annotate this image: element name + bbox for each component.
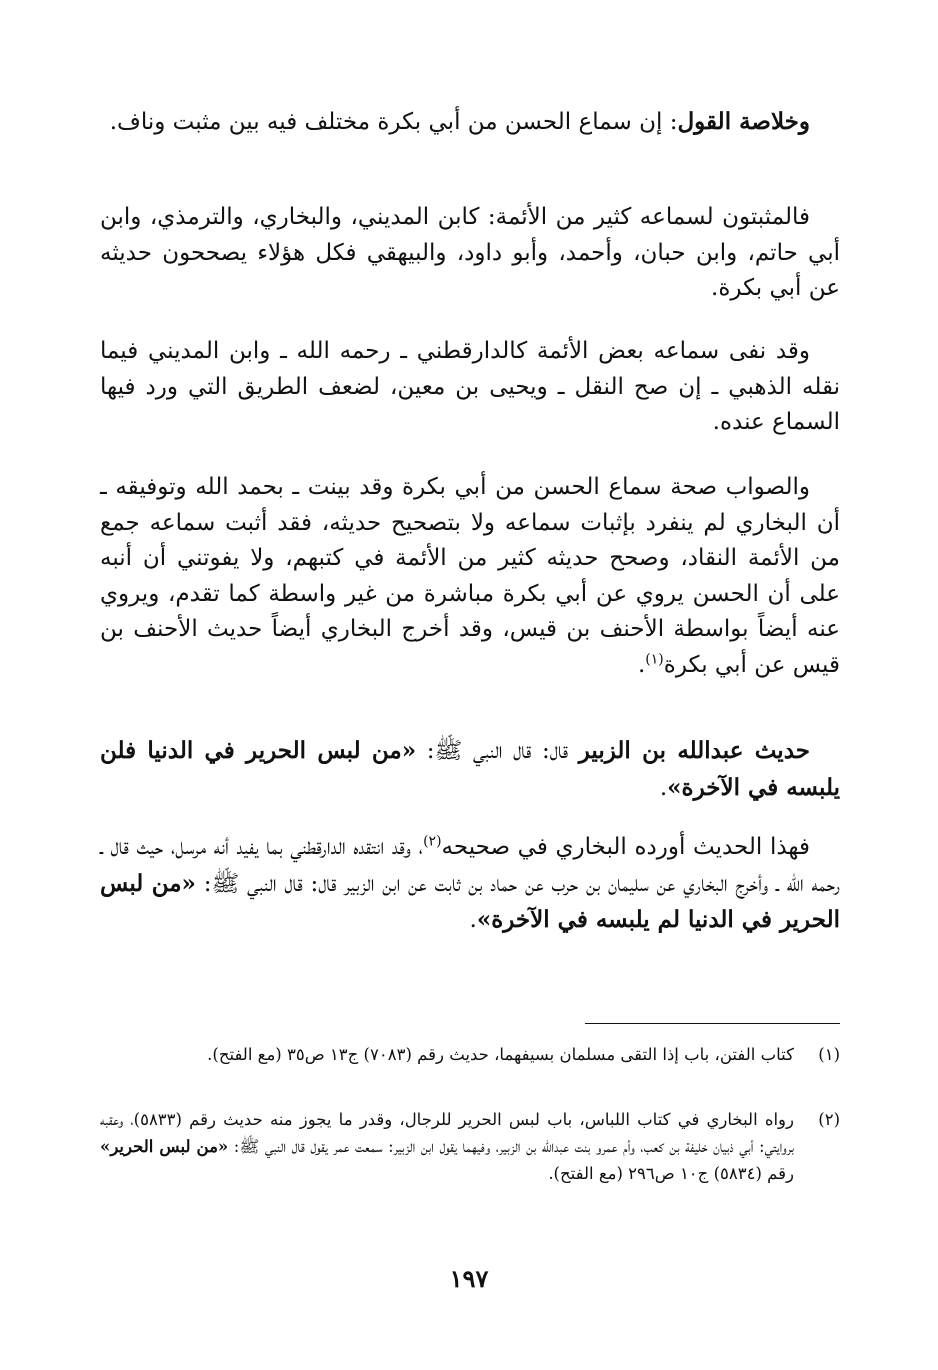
page-number: ١٩٧ — [449, 1264, 489, 1293]
deniers-paragraph: وقد نفى سماعه بعض الأئمة كالدارقطني ـ رحمه الله ـ وابن المديني فيما نقله الذهبي ـ إن صح النقل ـ ويحيى بن معين، لضعف الطريق التي ورد فيها السماع عنده. — [100, 338, 840, 435]
footnote-ref-2[interactable]: (٢) — [423, 833, 442, 850]
hadith-heading-mid: قال: قال النبي ﷺ: — [416, 738, 579, 764]
correct-view-text: والصواب صحة سماع الحسن من أبي بكرة وقد بينت ـ بحمد الله وتوفيقه ـ أن البخاري لم ينفرد بإثبات سماعه ولا بتصحيح حديثه، فقد أثبت سماعه جمع من الأئمة النقاد، وصحح حديثه كثير من الأئمة في كتبهم، ولا يفوتني أن أنبه على أن الحسن يروي عن أبي بكرة مباشرة من غير واسطة كما تقدم، ويروي عنه أيضاً بواسطة الأحنف بن قيس، وقد أخرج البخاري أيضاً حديث الأحنف بن قيس عن أبي بكرة — [100, 474, 840, 678]
correct-view-paragraph: والصواب صحة سماع الحسن من أبي بكرة وقد بينت ـ بحمد الله وتوفيقه ـ أن البخاري لم ينفرد بإثبات سماعه ولا بتصحيح حديثه، فقد أثبت سماعه جمع من الأئمة النقاد، وصحح حديثه كثير من الأئمة في كتبهم، ولا يفوتني أن أنبه على أن الحسن يروي عن أبي بكرة مباشرة من غير واسطة كما تقدم، ويروي عنه أيضاً بواسطة الأحنف بن قيس، وقد أخرج البخاري أيضاً حديث الأحنف بن قيس عن أبي بكرة$^{(١)}$. — [100, 474, 840, 678]
critique-paragraph: فهذا الحديث أورده البخاري في صحيحه$^{(٢)}$، وقد انتقده الدارقطني بما يفيد أنه مرسل، حيث قال ـ رحمه الله ـ وأخرج البخاري عن سليمان بن حرب عن حماد بن ثابت عن ابن الزبير قال: قال النبي ﷺ: «من لبس الحرير في الدنيا لم يلبسه في الآخرة». — [100, 833, 841, 933]
hadith-heading-paragraph: حديث عبدالله بن الزبير قال: قال النبي ﷺ: «من لبس الحرير في الدنيا فلن يلبسه في الآخرة». — [100, 737, 840, 801]
footnote-2-text: رواه البخاري في كتاب اللباس، باب لبس الحرير للرجال، وقدر ما يجوز منه حديث رقم (٥٨٣٣)، وعقبه بروايتي: أبي ذبيان خليفة بن كعب، وأم عمرو بنت عبدالله بن الزبير، وفيهما يقول ابن الزبير: سمعت عمر يقول قال النبي ﷺ: «من لبس الحرير» رقم (٥٨٣٤) ج١٠ ص٢٩٦ (مع الفتح). — [100, 1110, 794, 1183]
footnote-1 — [100, 1041, 840, 1068]
footnote-ref-1[interactable]: (١) — [645, 650, 664, 667]
critique-text-end: ، وقد انتقده الدارقطني بما يفيد أنه مرسل، حيث قال ـ رحمه الله ـ وأخرج البخاري عن سليمان بن حرب عن حماد بن ثابت عن ابن الزبير قال: قال النبي ﷺ: — [100, 834, 841, 897]
footnote-2-quote: «من لبس الحرير» — [100, 1137, 229, 1156]
hadith-quote: «من لبس الحرير في الدنيا فلن يلبسه في الآخرة» — [100, 737, 840, 801]
footnote-2 — [100, 1106, 840, 1187]
footnote-2-number: (٢) — [818, 1110, 840, 1129]
critique-quote: «من لبس الحرير في الدنيا لم يلبسه في الآخرة» — [100, 869, 840, 933]
footnote-1-number: (١) — [818, 1045, 840, 1064]
footnote-divider — [585, 1023, 840, 1024]
critique-text-start: فهذا الحديث أورده البخاري في صحيحه — [441, 834, 811, 860]
summary-text: : إن سماع الحسن من أبي بكرة مختلف فيه بين مثبت وناف. — [109, 109, 678, 135]
summary-paragraph — [100, 104, 840, 141]
summary-lead: وخلاصة القول — [677, 108, 810, 135]
hadith-heading-lead: حديث عبدالله بن الزبير — [578, 737, 810, 764]
affirmers-paragraph: فالمثبتون لسماعه كثير من الأئمة: كابن المديني، والبخاري، والترمذي، وابن أبي حاتم، وابن حبان، وأحمد، وأبو داود، والبيهقي فكل هؤلاء يصححون حديثه عن أبي بكرة. — [100, 204, 840, 301]
footnote-1-text: كتاب الفتن، باب إذا التقى مسلمان بسيفهما، حديث رقم (٧٠٨٣) ج١٣ ص٣٥ (مع الفتح). — [207, 1045, 794, 1064]
